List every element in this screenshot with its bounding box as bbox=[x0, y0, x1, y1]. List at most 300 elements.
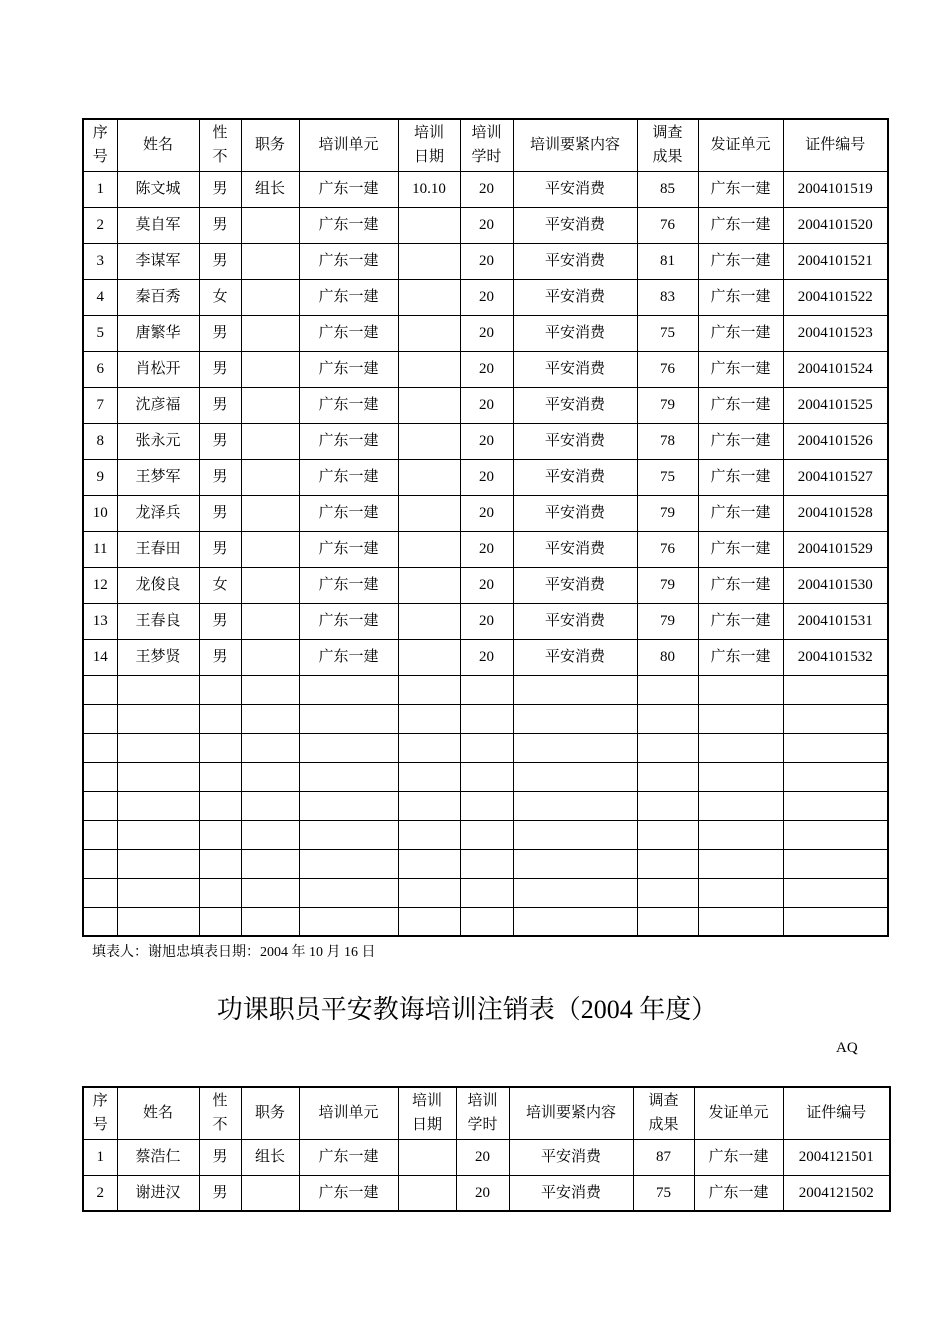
cell-position bbox=[241, 531, 299, 567]
cell-training-date bbox=[398, 423, 460, 459]
table-row bbox=[83, 459, 888, 495]
cell-training-unit: 广东一建 bbox=[299, 279, 398, 315]
cell-training-content: 平安消费 bbox=[513, 495, 637, 531]
cell-score: 85 bbox=[637, 171, 698, 207]
cell-training-date bbox=[398, 495, 460, 531]
empty-row bbox=[83, 704, 888, 733]
empty-cell bbox=[199, 762, 241, 791]
cell-issuing-unit: 广东一建 bbox=[698, 387, 783, 423]
empty-cell bbox=[698, 704, 783, 733]
empty-cell bbox=[513, 907, 637, 936]
cell-seq: 2 bbox=[83, 207, 117, 243]
empty-cell bbox=[637, 907, 698, 936]
empty-cell bbox=[460, 704, 513, 733]
empty-cell bbox=[199, 878, 241, 907]
cell-training-content: 平安消费 bbox=[513, 279, 637, 315]
cell-name: 张永元 bbox=[117, 423, 199, 459]
cell-seq: 6 bbox=[83, 351, 117, 387]
cell-training-date bbox=[398, 459, 460, 495]
header-score: 调查 成果 bbox=[633, 1087, 694, 1139]
training-register-table-1 bbox=[82, 118, 889, 937]
cell-training-date bbox=[398, 315, 460, 351]
empty-cell bbox=[783, 878, 888, 907]
cell-issuing-unit: 广东一建 bbox=[698, 423, 783, 459]
cell-training-content: 平安消费 bbox=[513, 387, 637, 423]
cell-seq: 3 bbox=[83, 243, 117, 279]
cell-training-date bbox=[398, 207, 460, 243]
empty-cell bbox=[460, 762, 513, 791]
cell-name: 王春良 bbox=[117, 603, 199, 639]
cell-gender: 女 bbox=[199, 279, 241, 315]
cell-name: 谢进汉 bbox=[117, 1175, 199, 1211]
empty-cell bbox=[783, 791, 888, 820]
cell-training-date bbox=[398, 531, 460, 567]
cell-seq: 8 bbox=[83, 423, 117, 459]
cell-training-unit: 广东一建 bbox=[299, 603, 398, 639]
table-body bbox=[83, 171, 888, 936]
empty-cell bbox=[698, 849, 783, 878]
header-issuing-unit: 发证单元 bbox=[698, 119, 783, 171]
empty-cell bbox=[460, 849, 513, 878]
empty-cell bbox=[199, 849, 241, 878]
empty-cell bbox=[299, 704, 398, 733]
cell-certificate-no: 2004101522 bbox=[783, 279, 888, 315]
cell-training-hours: 20 bbox=[460, 207, 513, 243]
cell-training-date bbox=[398, 351, 460, 387]
cell-training-date bbox=[398, 603, 460, 639]
cell-score: 83 bbox=[637, 279, 698, 315]
empty-cell bbox=[83, 733, 117, 762]
empty-row bbox=[83, 820, 888, 849]
empty-cell bbox=[513, 762, 637, 791]
cell-gender: 男 bbox=[199, 207, 241, 243]
header-training-hours: 培训 学时 bbox=[460, 119, 513, 171]
empty-cell bbox=[637, 704, 698, 733]
cell-training-hours: 20 bbox=[460, 567, 513, 603]
empty-cell bbox=[83, 704, 117, 733]
cell-issuing-unit: 广东一建 bbox=[698, 531, 783, 567]
cell-gender: 男 bbox=[199, 1175, 241, 1211]
empty-cell bbox=[637, 762, 698, 791]
cell-name: 肖松开 bbox=[117, 351, 199, 387]
cell-position bbox=[241, 1175, 299, 1211]
cell-certificate-no: 2004101526 bbox=[783, 423, 888, 459]
cell-score: 78 bbox=[637, 423, 698, 459]
header-certificate-no: 证件编号 bbox=[783, 1087, 890, 1139]
empty-cell bbox=[783, 675, 888, 704]
empty-cell bbox=[637, 849, 698, 878]
cell-seq: 14 bbox=[83, 639, 117, 675]
cell-score: 76 bbox=[637, 351, 698, 387]
cell-score: 79 bbox=[637, 495, 698, 531]
cell-certificate-no: 2004101527 bbox=[783, 459, 888, 495]
cell-issuing-unit: 广东一建 bbox=[698, 207, 783, 243]
empty-cell bbox=[299, 675, 398, 704]
cell-training-hours: 20 bbox=[460, 603, 513, 639]
empty-cell bbox=[117, 704, 199, 733]
cell-training-unit: 广东一建 bbox=[299, 567, 398, 603]
table-row bbox=[83, 387, 888, 423]
cell-training-unit: 广东一建 bbox=[299, 243, 398, 279]
cell-position bbox=[241, 567, 299, 603]
cell-gender: 男 bbox=[199, 243, 241, 279]
cell-training-content: 平安消费 bbox=[513, 351, 637, 387]
cell-training-date bbox=[398, 243, 460, 279]
empty-cell bbox=[783, 820, 888, 849]
cell-position: 组长 bbox=[241, 171, 299, 207]
empty-cell bbox=[117, 878, 199, 907]
empty-cell bbox=[117, 733, 199, 762]
empty-cell bbox=[299, 733, 398, 762]
cell-seq: 10 bbox=[83, 495, 117, 531]
cell-gender: 男 bbox=[199, 495, 241, 531]
cell-training-content: 平安消费 bbox=[513, 531, 637, 567]
empty-cell bbox=[513, 849, 637, 878]
cell-training-hours: 20 bbox=[460, 639, 513, 675]
cell-seq: 2 bbox=[83, 1175, 117, 1211]
cell-name: 王梦军 bbox=[117, 459, 199, 495]
empty-cell bbox=[299, 907, 398, 936]
cell-gender: 男 bbox=[199, 639, 241, 675]
cell-seq: 5 bbox=[83, 315, 117, 351]
empty-cell bbox=[241, 762, 299, 791]
empty-row bbox=[83, 675, 888, 704]
cell-score: 79 bbox=[637, 387, 698, 423]
header-name: 姓名 bbox=[117, 1087, 199, 1139]
empty-cell bbox=[637, 791, 698, 820]
cell-training-content: 平安消费 bbox=[513, 639, 637, 675]
cell-score: 75 bbox=[633, 1175, 694, 1211]
empty-row bbox=[83, 849, 888, 878]
cell-issuing-unit: 广东一建 bbox=[698, 495, 783, 531]
empty-cell bbox=[299, 849, 398, 878]
cell-training-content: 平安消费 bbox=[513, 243, 637, 279]
empty-row bbox=[83, 907, 888, 936]
cell-seq: 7 bbox=[83, 387, 117, 423]
cell-certificate-no: 2004101528 bbox=[783, 495, 888, 531]
empty-cell bbox=[783, 733, 888, 762]
cell-training-date bbox=[398, 1139, 456, 1175]
empty-cell bbox=[783, 907, 888, 936]
table-row bbox=[83, 495, 888, 531]
cell-training-unit: 广东一建 bbox=[299, 1139, 398, 1175]
empty-cell bbox=[199, 820, 241, 849]
empty-cell bbox=[199, 675, 241, 704]
cell-training-unit: 广东一建 bbox=[299, 1175, 398, 1211]
header-training-content: 培训要紧内容 bbox=[509, 1087, 633, 1139]
empty-cell bbox=[83, 820, 117, 849]
cell-gender: 男 bbox=[199, 459, 241, 495]
cell-seq: 1 bbox=[83, 1139, 117, 1175]
cell-position bbox=[241, 639, 299, 675]
cell-seq: 9 bbox=[83, 459, 117, 495]
cell-training-unit: 广东一建 bbox=[299, 171, 398, 207]
cell-issuing-unit: 广东一建 bbox=[694, 1175, 783, 1211]
empty-cell bbox=[199, 704, 241, 733]
header-training-date: 培训 日期 bbox=[398, 119, 460, 171]
empty-cell bbox=[241, 791, 299, 820]
empty-cell bbox=[241, 820, 299, 849]
empty-row bbox=[83, 733, 888, 762]
header-issuing-unit: 发证单元 bbox=[694, 1087, 783, 1139]
cell-training-unit: 广东一建 bbox=[299, 639, 398, 675]
cell-training-content: 平安消费 bbox=[509, 1175, 633, 1211]
cell-certificate-no: 2004101524 bbox=[783, 351, 888, 387]
header-score: 调查 成果 bbox=[637, 119, 698, 171]
empty-cell bbox=[241, 704, 299, 733]
header-name: 姓名 bbox=[117, 119, 199, 171]
cell-issuing-unit: 广东一建 bbox=[698, 567, 783, 603]
table-row bbox=[83, 207, 888, 243]
page-title: 功课职员平安教诲培训注销表（2004 年度） bbox=[216, 995, 718, 1024]
cell-issuing-unit: 广东一建 bbox=[698, 171, 783, 207]
cell-certificate-no: 2004101529 bbox=[783, 531, 888, 567]
empty-cell bbox=[698, 733, 783, 762]
cell-training-content: 平安消费 bbox=[513, 423, 637, 459]
empty-cell bbox=[513, 820, 637, 849]
cell-training-date bbox=[398, 639, 460, 675]
cell-training-hours: 20 bbox=[460, 171, 513, 207]
empty-cell bbox=[83, 791, 117, 820]
cell-training-unit: 广东一建 bbox=[299, 423, 398, 459]
empty-cell bbox=[299, 820, 398, 849]
cell-training-date bbox=[398, 1175, 456, 1211]
cell-issuing-unit: 广东一建 bbox=[698, 603, 783, 639]
cell-training-hours: 20 bbox=[456, 1175, 509, 1211]
cell-position: 组长 bbox=[241, 1139, 299, 1175]
empty-cell bbox=[698, 878, 783, 907]
empty-cell bbox=[460, 907, 513, 936]
empty-cell bbox=[241, 907, 299, 936]
empty-cell bbox=[398, 704, 460, 733]
cell-name: 蔡浩仁 bbox=[117, 1139, 199, 1175]
cell-certificate-no: 2004101519 bbox=[783, 171, 888, 207]
empty-cell bbox=[241, 675, 299, 704]
cell-training-unit: 广东一建 bbox=[299, 531, 398, 567]
cell-certificate-no: 2004121502 bbox=[783, 1175, 890, 1211]
cell-training-unit: 广东一建 bbox=[299, 459, 398, 495]
empty-cell bbox=[513, 791, 637, 820]
cell-name: 唐繁华 bbox=[117, 315, 199, 351]
cell-issuing-unit: 广东一建 bbox=[698, 279, 783, 315]
empty-cell bbox=[460, 675, 513, 704]
table-header bbox=[83, 1087, 890, 1139]
cell-training-content: 平安消费 bbox=[513, 603, 637, 639]
empty-cell bbox=[460, 791, 513, 820]
cell-issuing-unit: 广东一建 bbox=[698, 639, 783, 675]
cell-seq: 13 bbox=[83, 603, 117, 639]
cell-training-hours: 20 bbox=[460, 495, 513, 531]
empty-cell bbox=[398, 762, 460, 791]
table-row bbox=[83, 531, 888, 567]
empty-row bbox=[83, 791, 888, 820]
empty-cell bbox=[83, 675, 117, 704]
cell-name: 王梦贤 bbox=[117, 639, 199, 675]
cell-score: 81 bbox=[637, 243, 698, 279]
cell-position bbox=[241, 495, 299, 531]
empty-cell bbox=[398, 907, 460, 936]
empty-cell bbox=[698, 791, 783, 820]
cell-training-hours: 20 bbox=[460, 243, 513, 279]
cell-training-content: 平安消费 bbox=[513, 171, 637, 207]
cell-training-hours: 20 bbox=[460, 279, 513, 315]
cell-gender: 男 bbox=[199, 1139, 241, 1175]
cell-training-content: 平安消费 bbox=[513, 207, 637, 243]
table-row bbox=[83, 603, 888, 639]
cell-gender: 女 bbox=[199, 567, 241, 603]
table-row bbox=[83, 567, 888, 603]
empty-cell bbox=[199, 733, 241, 762]
cell-issuing-unit: 广东一建 bbox=[698, 459, 783, 495]
empty-cell bbox=[783, 849, 888, 878]
empty-cell bbox=[117, 849, 199, 878]
cell-score: 76 bbox=[637, 207, 698, 243]
cell-certificate-no: 2004101523 bbox=[783, 315, 888, 351]
cell-training-unit: 广东一建 bbox=[299, 315, 398, 351]
empty-cell bbox=[117, 791, 199, 820]
cell-position bbox=[241, 603, 299, 639]
footer-note: 填表人：谢旭忠填表日期：2004 年 10 月 16 日 bbox=[92, 945, 376, 960]
cell-training-hours: 20 bbox=[460, 315, 513, 351]
cell-gender: 男 bbox=[199, 351, 241, 387]
empty-cell bbox=[637, 675, 698, 704]
empty-cell bbox=[241, 733, 299, 762]
cell-training-unit: 广东一建 bbox=[299, 387, 398, 423]
empty-cell bbox=[460, 878, 513, 907]
cell-training-date bbox=[398, 279, 460, 315]
table-row bbox=[83, 243, 888, 279]
cell-name: 李谋军 bbox=[117, 243, 199, 279]
header-position: 职务 bbox=[241, 1087, 299, 1139]
empty-cell bbox=[398, 791, 460, 820]
cell-position bbox=[241, 243, 299, 279]
empty-cell bbox=[117, 675, 199, 704]
cell-position bbox=[241, 279, 299, 315]
cell-position bbox=[241, 351, 299, 387]
empty-cell bbox=[637, 878, 698, 907]
cell-training-content: 平安消费 bbox=[513, 459, 637, 495]
empty-cell bbox=[637, 733, 698, 762]
cell-score: 76 bbox=[637, 531, 698, 567]
cell-training-hours: 20 bbox=[460, 351, 513, 387]
cell-score: 75 bbox=[637, 315, 698, 351]
empty-cell bbox=[299, 791, 398, 820]
empty-cell bbox=[117, 820, 199, 849]
cell-issuing-unit: 广东一建 bbox=[698, 315, 783, 351]
cell-position bbox=[241, 315, 299, 351]
cell-training-hours: 20 bbox=[460, 423, 513, 459]
cell-score: 87 bbox=[633, 1139, 694, 1175]
header-seq: 序 号 bbox=[83, 119, 117, 171]
header-training-content: 培训要紧内容 bbox=[513, 119, 637, 171]
empty-cell bbox=[199, 907, 241, 936]
form-code: AQ bbox=[836, 1040, 858, 1056]
cell-score: 80 bbox=[637, 639, 698, 675]
empty-cell bbox=[460, 733, 513, 762]
empty-cell bbox=[299, 762, 398, 791]
cell-name: 沈彦福 bbox=[117, 387, 199, 423]
table-header bbox=[83, 119, 888, 171]
cell-training-date: 10.10 bbox=[398, 171, 460, 207]
cell-gender: 男 bbox=[199, 531, 241, 567]
empty-cell bbox=[241, 849, 299, 878]
empty-cell bbox=[398, 733, 460, 762]
header-gender: 性 不 bbox=[199, 119, 241, 171]
cell-training-unit: 广东一建 bbox=[299, 495, 398, 531]
header-certificate-no: 证件编号 bbox=[783, 119, 888, 171]
cell-gender: 男 bbox=[199, 315, 241, 351]
empty-row bbox=[83, 878, 888, 907]
cell-issuing-unit: 广东一建 bbox=[694, 1139, 783, 1175]
cell-training-unit: 广东一建 bbox=[299, 207, 398, 243]
table-body bbox=[83, 1139, 890, 1211]
cell-position bbox=[241, 423, 299, 459]
training-register-table-2 bbox=[82, 1086, 891, 1212]
empty-cell bbox=[513, 704, 637, 733]
empty-cell bbox=[241, 878, 299, 907]
header-seq: 序 号 bbox=[83, 1087, 117, 1139]
empty-cell bbox=[398, 878, 460, 907]
cell-issuing-unit: 广东一建 bbox=[698, 351, 783, 387]
empty-cell bbox=[513, 733, 637, 762]
cell-training-unit: 广东一建 bbox=[299, 351, 398, 387]
cell-certificate-no: 2004101532 bbox=[783, 639, 888, 675]
cell-training-date bbox=[398, 387, 460, 423]
cell-training-content: 平安消费 bbox=[509, 1139, 633, 1175]
cell-training-date bbox=[398, 567, 460, 603]
cell-certificate-no: 2004121501 bbox=[783, 1139, 890, 1175]
cell-position bbox=[241, 459, 299, 495]
header-training-date: 培训 日期 bbox=[398, 1087, 456, 1139]
empty-cell bbox=[117, 907, 199, 936]
table-row bbox=[83, 351, 888, 387]
empty-cell bbox=[199, 791, 241, 820]
empty-cell bbox=[398, 849, 460, 878]
cell-certificate-no: 2004101521 bbox=[783, 243, 888, 279]
cell-seq: 4 bbox=[83, 279, 117, 315]
empty-cell bbox=[513, 675, 637, 704]
cell-score: 79 bbox=[637, 567, 698, 603]
table-row bbox=[83, 423, 888, 459]
cell-gender: 男 bbox=[199, 387, 241, 423]
empty-cell bbox=[83, 849, 117, 878]
cell-certificate-no: 2004101525 bbox=[783, 387, 888, 423]
cell-training-hours: 20 bbox=[456, 1139, 509, 1175]
empty-cell bbox=[513, 878, 637, 907]
empty-cell bbox=[117, 762, 199, 791]
empty-cell bbox=[460, 820, 513, 849]
cell-name: 秦百秀 bbox=[117, 279, 199, 315]
empty-cell bbox=[783, 762, 888, 791]
cell-seq: 1 bbox=[83, 171, 117, 207]
header-training-unit: 培训单元 bbox=[299, 1087, 398, 1139]
cell-training-content: 平安消费 bbox=[513, 315, 637, 351]
cell-gender: 男 bbox=[199, 603, 241, 639]
cell-score: 75 bbox=[637, 459, 698, 495]
cell-seq: 12 bbox=[83, 567, 117, 603]
cell-certificate-no: 2004101531 bbox=[783, 603, 888, 639]
table-row bbox=[83, 279, 888, 315]
empty-cell bbox=[698, 820, 783, 849]
empty-cell bbox=[83, 907, 117, 936]
table-row bbox=[83, 1139, 890, 1175]
cell-training-hours: 20 bbox=[460, 531, 513, 567]
cell-training-content: 平安消费 bbox=[513, 567, 637, 603]
empty-cell bbox=[398, 820, 460, 849]
empty-cell bbox=[783, 704, 888, 733]
empty-row bbox=[83, 762, 888, 791]
empty-cell bbox=[637, 820, 698, 849]
